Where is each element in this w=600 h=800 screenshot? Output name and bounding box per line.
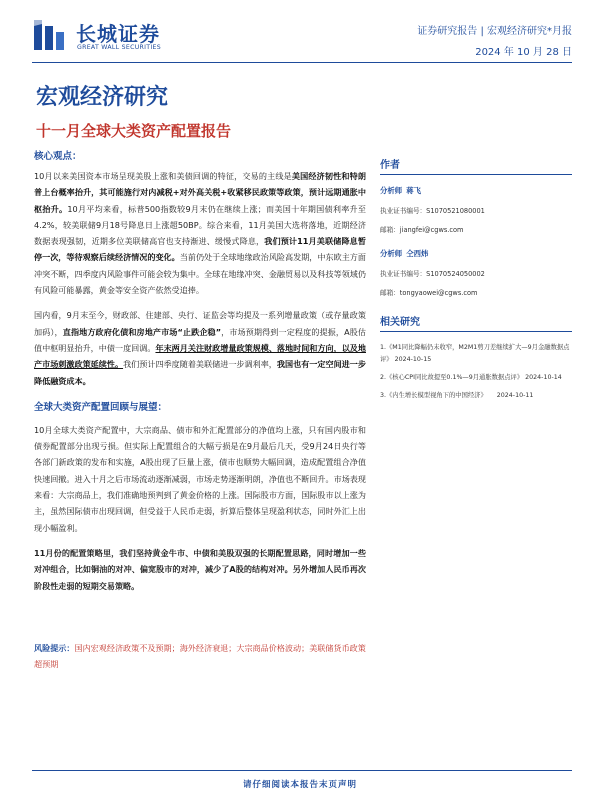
emphasis-run: 我国也有一定空间进一步降低融资成本。 [34, 359, 366, 386]
related-item[interactable] [380, 390, 572, 402]
core-paragraph-2 [34, 307, 366, 388]
related-date: 2024-10-14 [525, 374, 562, 381]
main-content [34, 148, 366, 594]
author-cert [380, 268, 572, 278]
author-role-name [380, 248, 572, 259]
company-logo [32, 14, 182, 58]
related-date: 2024-10-11 [496, 392, 534, 399]
cert-label: 执业证书编号： [380, 270, 427, 278]
author-cert [380, 205, 572, 215]
great-wall-logo-icon [32, 16, 70, 54]
author-1 [380, 185, 572, 234]
email-address[interactable]: jiangfei@cgws.com [399, 226, 464, 234]
cert-number: S1070524050002 [426, 270, 485, 278]
footer-disclaimer: 请仔细阅读本报告末页声明 [242, 780, 357, 790]
report-subtitle: 十一月全球大类资产配置报告 [36, 122, 232, 140]
emphasis-run: 直指地方政府化债和房地产市场“止跌企稳” [62, 326, 222, 337]
header-divider [32, 62, 572, 63]
report-meta [417, 22, 572, 58]
related-title[interactable]: 2.《核心CPI同比故提至0.1%—9月通胀数据点评》 [380, 374, 524, 381]
text-run: 国内看，9月末至今，财政部、住建部、央行、证监会等均提及一系列增量政策（或存量政策加码）， [34, 310, 366, 337]
related-date: 2024-10-15 [394, 356, 432, 363]
related-title[interactable]: 1.《M1同比降幅仍未收窄，M2M1剪刀差继续扩大—9月金融数据点评》 [380, 344, 570, 363]
author-name: 仝西炜 [406, 249, 429, 258]
cert-label: 执业证书编号： [380, 207, 427, 215]
email-label: 邮箱： [380, 226, 400, 234]
risk-warning [34, 640, 366, 672]
related-research-heading: 相关研究 [380, 313, 572, 332]
text-run: ，市场预期得到一定程度的提振，A股估值中枢明显抬升，中债一度回调。 [34, 326, 367, 353]
email-address[interactable]: tongyaowei@cgws.com [399, 289, 478, 297]
related-title[interactable]: 3.《内生增长模型视角下的中国经济》 [380, 392, 487, 399]
author-role: 分析师 [380, 186, 403, 195]
report-header [32, 14, 572, 60]
logo-chinese-text: 长城证券 [76, 22, 160, 46]
footer-divider [32, 770, 572, 771]
risk-text: 国内宏观经济政策不及预期；海外经济衰退；大宗商品价格波动；美联储货币政策超预期 [34, 643, 366, 669]
review-heading: 全球大类资产配置回顾与展望： [34, 401, 168, 413]
sidebar [380, 156, 572, 402]
text-run: 我们预计四季度随着美联储进一步调利率， [123, 359, 277, 370]
cert-number: S1070521080001 [426, 207, 485, 215]
report-date: 2024 年 10 月 28 日 [475, 47, 572, 58]
risk-label: 风险提示： [34, 643, 75, 653]
author-email [380, 224, 572, 234]
report-type: 证券研究报告 | 宏观经济研究*月报 [417, 26, 572, 37]
text-run: 10月平均来看，标普500指数较9月末仍在继续上涨；而美国十年期国债利率升至4.2%，较美联储9月18号降息日上涨超50BP。综合来看，11月美国大选将落地，近期经济数据表现强韧，近期多位美联储高官也支持渐进、缓慢式降息， [34, 203, 366, 247]
related-item[interactable] [380, 342, 572, 366]
author-email [380, 287, 572, 297]
core-paragraph-1 [34, 168, 366, 298]
emphasis-run: 我们预计11月美联储降息暂停一次，等待观察后续经济情况的变化。 [34, 236, 366, 263]
review-paragraph-1: 10月全球大类资产配置中，大宗商品、债市和外汇配置部分的净值均上涨，只有国内股市和债券配置部分出现亏损。但实际上配置组合的大幅亏损是在9月最后几天，受9月24日央行等各部门新政策的发布和实施，A股出现了巨量上涨，债市也顺势大幅回调，造成配置组合净值快速回撤。进入十月之后市场流动逐渐减弱，市场走势逐渐明朗，净值也不断回升。市场表现来看：大宗商品上，我们准确地预判到了黄金价格的上涨。国际股市方面，国际股市以上涨为主，虽然国际债市出现回调，但受益于人民币走弱，折算后整体呈现盈利状态，同时外汇上出现小幅盈利。 [34, 424, 366, 533]
related-item[interactable] [380, 372, 572, 384]
emphasis-run: 美国经济韧性和特朗普上台概率抬升，其可能施行对内减税+对外高关税+收紧移民政策等政策，预计远期通胀中枢抬升。 [34, 171, 366, 214]
text-run: 10月以来美国资本市场呈现美股上涨和美债回调的特征，交易的主线是 [34, 171, 292, 181]
logo-english-text: GREAT WALL SECURITIES [77, 44, 161, 51]
page-title: 宏观经济研究 [36, 85, 169, 110]
core-views-heading: 核心观点： [34, 151, 82, 162]
review-paragraph-2: 11月份的配置策略里，我们坚持黄金牛市、中债和美股双强的长期配置思路，同时增加一些对冲组合，比如铜油的对冲、偏宽股市的对冲，减少了A股的结构对冲。另外增加人民币再次阶段性走弱的短期交易策略。 [34, 547, 366, 591]
text-run: 当前仍处于全球地缘政治风险高发期，中东欧主方面冲突不断，四季度内风险事件可能会较为集中。全球在地缘冲突、金融贸易以及科技等领域仍有风险可能暴露，黄金等安全资产依然受追捧。 [34, 252, 366, 296]
author-name: 蒋飞 [406, 186, 421, 195]
email-label: 邮箱： [380, 289, 400, 297]
authors-heading: 作者 [380, 156, 572, 175]
author-2 [380, 248, 572, 297]
emphasis-run: 年末两月关注财政增量政策规模、落地时间和方向，以及地产市场刺激政策延续性。 [34, 342, 366, 370]
author-role: 分析师 [380, 249, 403, 258]
author-role-name [380, 185, 572, 196]
